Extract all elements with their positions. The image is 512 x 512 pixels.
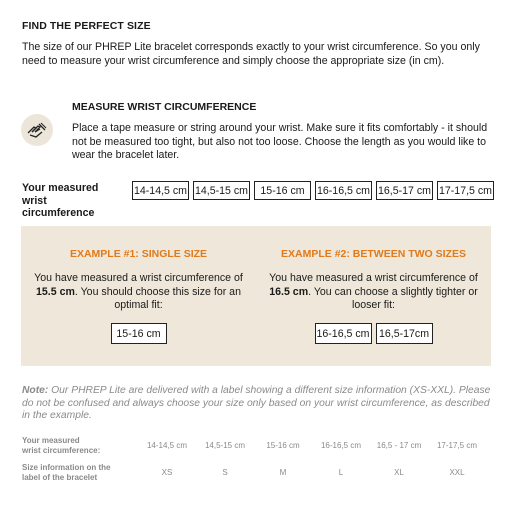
size-options [132, 181, 494, 200]
table-cell: 14,5-15 cm [204, 441, 246, 450]
table-row-label: Your measured wrist circumference: [22, 436, 101, 455]
table-cell: 14-14,5 cm [146, 441, 188, 450]
measured-label-line2: wrist circumference [22, 194, 95, 219]
table-cell: S [222, 468, 228, 477]
example-1-text: You have measured a wrist circumference of 15.5 cm. You should choose this size for an optimal fit: [34, 272, 243, 311]
table-cell: XL [394, 468, 404, 477]
measured-label [22, 182, 122, 220]
hand-tape-icon [21, 114, 53, 146]
intro-text: The size of our PHREP Lite bracelet corresponds exactly to your wrist circumference. So you only need to measure your wrist circumference and simply choose the appropriate size (in cm). [22, 41, 480, 67]
note-label: Note: [22, 385, 49, 396]
example-1-size-box: 15-16 cm [111, 323, 167, 344]
measure-text: Place a tape measure or string around your wrist. Make sure it fits comfortably - it should not be measured too tight, but also not too loose. Choose the length as you would like to wear the bracelet later. [72, 122, 488, 161]
example-2-text: You have measured a wrist circumference of 16.5 cm. You can choose a slightly tighter or looser fit: [269, 272, 478, 311]
table-row [22, 463, 486, 482]
table-cell: 17-17,5 cm [436, 441, 478, 450]
table-cell: XS [161, 468, 173, 477]
table-cell: 16,5 - 17 cm [376, 441, 422, 450]
size-option-14-5-15[interactable]: 14,5-15 cm [193, 181, 250, 200]
size-option-15-16[interactable]: 15-16 cm [254, 181, 311, 200]
table-cell: 15-16 cm [266, 441, 300, 450]
example-2-title: EXAMPLE #2: BETWEEN TWO SIZES [281, 248, 466, 260]
size-option-16-16-5[interactable]: 16-16,5 cm [315, 181, 372, 200]
table-cell: XXL [449, 468, 465, 477]
table-cell: 16-16,5 cm [320, 441, 362, 450]
example-1-value: 15.5 cm [36, 285, 75, 298]
table-cell: M [279, 468, 287, 477]
example-2-size-box-looser: 16,5-17cm [376, 323, 433, 344]
example-1-title: EXAMPLE #1: SINGLE SIZE [69, 248, 208, 260]
size-option-14-14-5[interactable]: 14-14,5 cm [132, 181, 189, 200]
example-1-boxes [21, 323, 256, 344]
example-2 [256, 226, 491, 344]
measure-title: MEASURE WRIST CIRCUMFERENCE [72, 101, 257, 113]
example-2-value: 16.5 cm [269, 285, 309, 298]
table-cell: L [338, 468, 344, 477]
example-2-size-box-tighter: 16-16,5 cm [315, 323, 372, 344]
example-2-boxes [256, 323, 491, 344]
size-option-16-5-17[interactable]: 16,5-17 cm [376, 181, 433, 200]
table-row-label: Size information on the label of the bracelet [22, 463, 111, 482]
examples-panel [21, 226, 491, 366]
note-text: Note: Our PHREP Lite are delivered with a label showing a different size information (XS-XXL). Please do not be confused and always choose your size only based on your wrist circumference, as described in the example. [22, 385, 491, 421]
table-row [22, 436, 486, 455]
example-1 [21, 226, 256, 344]
size-option-17-17-5[interactable]: 17-17,5 cm [437, 181, 494, 200]
measured-label-line1: Your measured [22, 182, 99, 194]
page-title: FIND THE PERFECT SIZE [22, 20, 151, 32]
